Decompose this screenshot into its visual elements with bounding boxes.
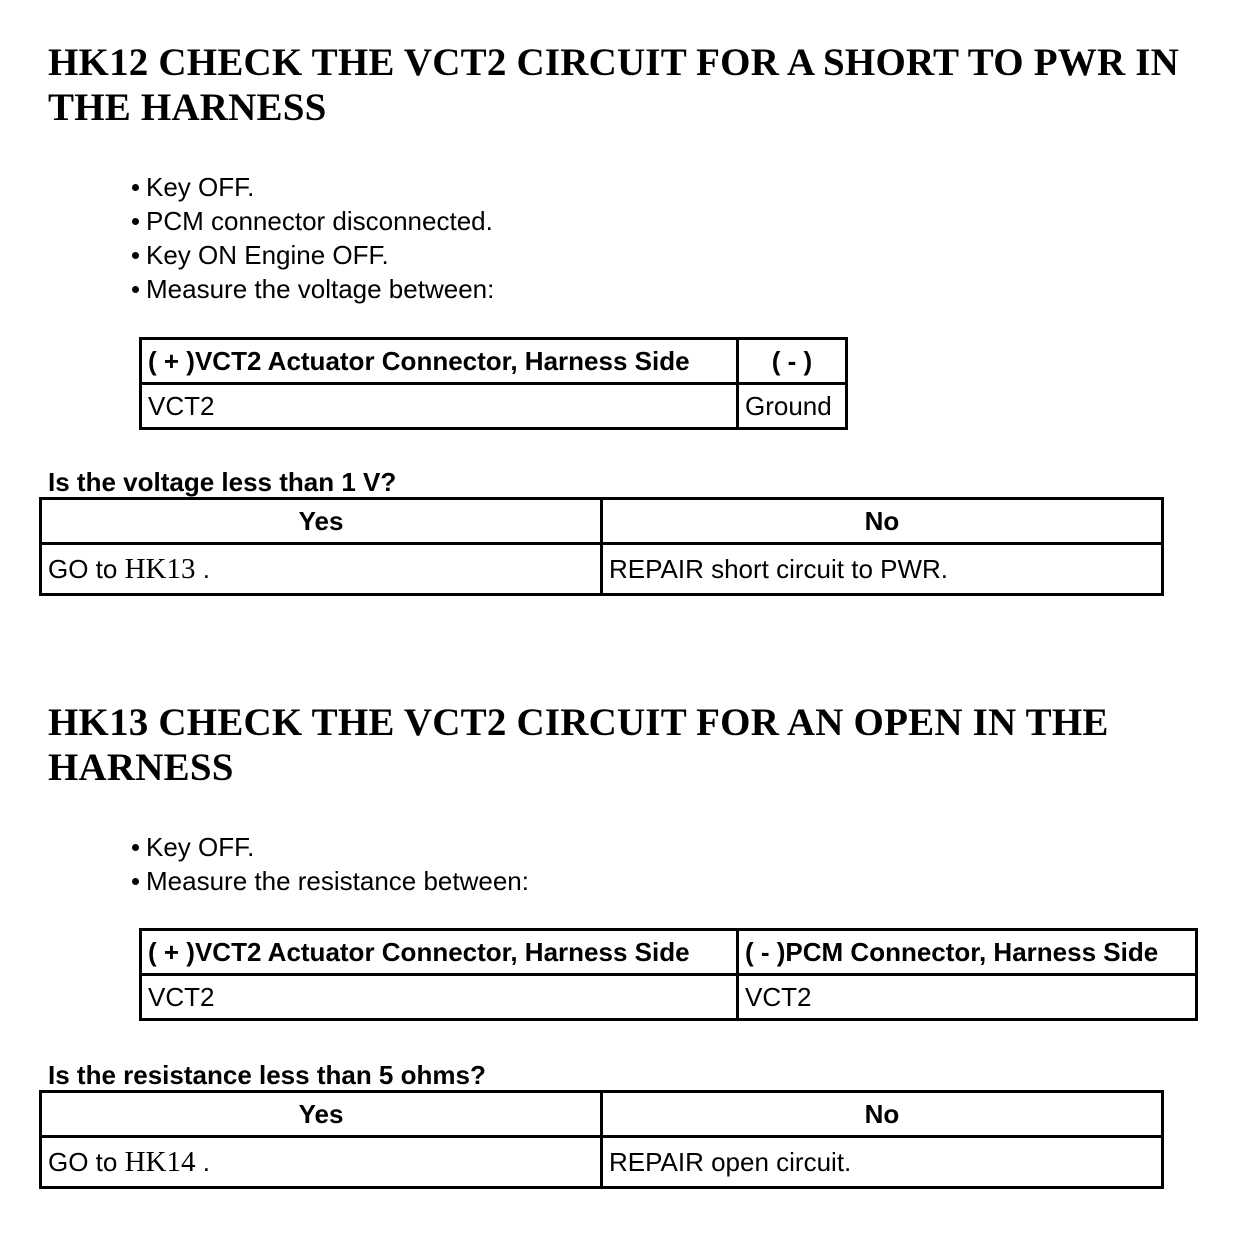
step-item: Measure the resistance between: xyxy=(130,864,529,898)
question-text: Is the resistance less than 5 ohms? xyxy=(48,1060,486,1090)
step-item: Key ON Engine OFF. xyxy=(130,238,494,272)
answer-table xyxy=(39,497,1164,596)
yes-header: Yes xyxy=(41,499,602,544)
no-action-cell: REPAIR short circuit to PWR. xyxy=(602,544,1163,595)
table-header-row xyxy=(141,930,1197,975)
no-action-cell: REPAIR open circuit. xyxy=(602,1137,1163,1188)
positive-lead-header: ( + )VCT2 Actuator Connector, Harness Side xyxy=(141,339,738,384)
step-item: Key OFF. xyxy=(130,170,494,204)
table-row xyxy=(41,1137,1163,1188)
no-header: No xyxy=(602,499,1163,544)
step-list xyxy=(130,170,494,306)
bullet-icon xyxy=(132,878,139,885)
goto-link-hk13[interactable]: HK13 xyxy=(124,552,196,585)
positive-lead-header: ( + )VCT2 Actuator Connector, Harness Side xyxy=(141,930,738,975)
positive-lead-cell: VCT2 xyxy=(141,975,738,1020)
negative-lead-header: ( - ) xyxy=(738,339,847,384)
table-row xyxy=(141,384,847,429)
positive-lead-cell: VCT2 xyxy=(141,384,738,429)
table-header-row xyxy=(141,339,847,384)
step-item: PCM connector disconnected. xyxy=(130,204,494,238)
step-item: Measure the voltage between: xyxy=(130,272,494,306)
bullet-icon xyxy=(132,218,139,225)
step-list xyxy=(130,830,529,898)
bullet-icon xyxy=(132,184,139,191)
yes-action-cell: GO to HK13 . xyxy=(41,544,602,595)
yes-action-cell: GO to HK14 . xyxy=(41,1137,602,1188)
table-header-row xyxy=(41,1092,1163,1137)
table-row xyxy=(41,544,1163,595)
table-row xyxy=(141,975,1197,1020)
negative-lead-header: ( - )PCM Connector, Harness Side xyxy=(738,930,1197,975)
measurement-table xyxy=(139,337,848,430)
goto-link-hk14[interactable]: HK14 xyxy=(124,1145,196,1178)
bullet-icon xyxy=(132,286,139,293)
negative-lead-cell: VCT2 xyxy=(738,975,1197,1020)
no-header: No xyxy=(602,1092,1163,1137)
measurement-table xyxy=(139,928,1198,1021)
step-item: Key OFF. xyxy=(130,830,529,864)
section-heading: HK13 CHECK THE VCT2 CIRCUIT FOR AN OPEN IN THE HARNESS xyxy=(48,701,1109,789)
table-header-row xyxy=(41,499,1163,544)
yes-header: Yes xyxy=(41,1092,602,1137)
bullet-icon xyxy=(132,844,139,851)
negative-lead-cell: Ground xyxy=(738,384,847,429)
section-heading: HK12 CHECK THE VCT2 CIRCUIT FOR A SHORT TO PWR IN THE HARNESS xyxy=(48,41,1180,129)
bullet-icon xyxy=(132,252,139,259)
question-text: Is the voltage less than 1 V? xyxy=(48,467,397,497)
answer-table xyxy=(39,1090,1164,1189)
